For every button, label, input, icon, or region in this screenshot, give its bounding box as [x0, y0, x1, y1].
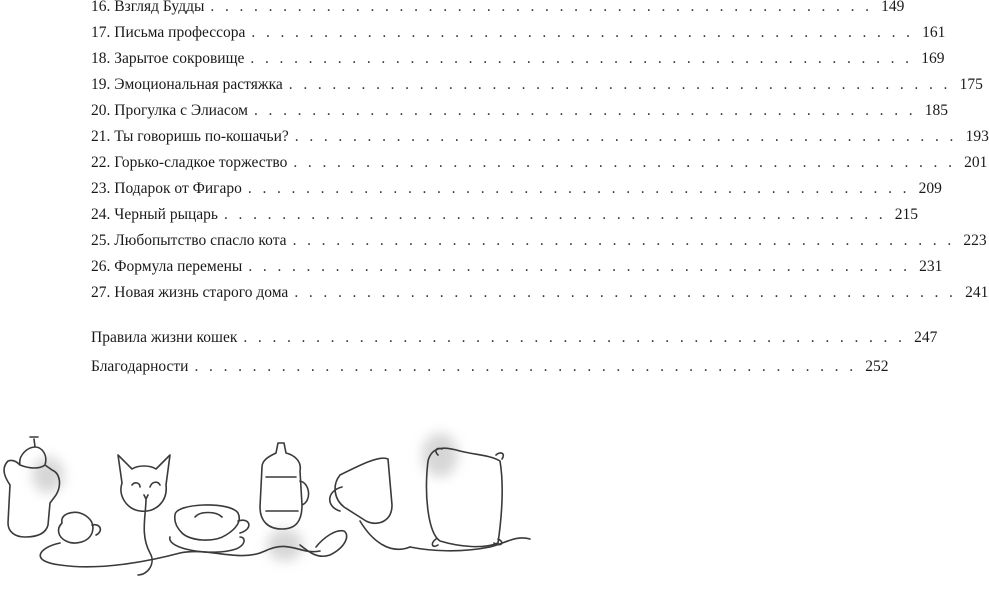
- toc-entry-page: 252: [865, 358, 889, 375]
- teacup-saucer-icon: [170, 505, 249, 552]
- toc-entry-page: 175: [959, 76, 983, 93]
- toc-entry-page: 169: [921, 50, 945, 67]
- toc-entry: [91, 74, 983, 96]
- toc-entry-title: 22. Горько-сладкое торжество: [91, 154, 288, 171]
- toc-leader: . . . . . . . . . . . . . . . . . . . . . . . . . . . . . . . . . . . . . . . . . . . . . .: [292, 232, 955, 249]
- toc-entry-page: 247: [914, 329, 938, 346]
- toc-entry-title: 19. Эмоциональная растяжка: [91, 76, 283, 93]
- toc-entry-page: 185: [924, 102, 949, 119]
- toc-entry: [91, 230, 987, 252]
- flow-line: [410, 538, 530, 551]
- toc-leader: . . . . . . . . . . . . . . . . . . . . . . . . . . . . . . . . . . . . . . . . . . . . . .: [248, 258, 911, 275]
- cup-icon: [59, 512, 101, 543]
- toc-entry-title: 27. Новая жизнь старого дома: [91, 284, 289, 301]
- toc-entry-page: 209: [918, 180, 942, 197]
- toc-leader: . . . . . . . . . . . . . . . . . . . . . . . . . . . . . . . . . . . . . . . . . . . . . .: [288, 76, 951, 93]
- toc-leader: . . . . . . . . . . . . . . . . . . . . . . . . . . . . . . . . . . . . . . . . . . . . . .: [243, 329, 906, 346]
- toc-entry-title: Правила жизни кошек: [91, 329, 238, 346]
- toc-entry: [91, 152, 988, 174]
- toc-leader: . . . . . . . . . . . . . . . . . . . . . . . . . . . . . . . . . . . . . . . . . . . . . .: [224, 206, 887, 223]
- toc-entry-title: 23. Подарок от Фигаро: [91, 180, 242, 197]
- toc-entry-page: 223: [963, 232, 987, 249]
- smudge: [267, 529, 303, 561]
- toc-leader: . . . . . . . . . . . . . . . . . . . . . . . . . . . . . . . . . . . . . . . . . . . . . .: [250, 50, 913, 67]
- toc-entry-title: 17. Письма профессора: [91, 24, 246, 41]
- toc-appendix-entry: [91, 327, 938, 349]
- french-press-icon: [260, 443, 309, 529]
- toc-entry-page: 149: [881, 0, 905, 15]
- toc-leader: . . . . . . . . . . . . . . . . . . . . . . . . . . . . . . . . . . . . . . . . . . . . . .: [247, 180, 910, 197]
- toc-entry-title: 26. Формула перемены: [91, 258, 243, 275]
- toc-entry: [91, 282, 989, 304]
- toc-entry-title: 18. Зарытое сокровище: [91, 50, 245, 67]
- toc-entry: [91, 0, 905, 18]
- toc-entry: [91, 256, 943, 278]
- toc-entry-title: 21. Ты говоришь по-кошачьи?: [91, 128, 289, 145]
- toc-entry: [91, 100, 949, 122]
- toc-leader: . . . . . . . . . . . . . . . . . . . . . . . . . . . . . . . . . . . . . . . . . . . . . .: [294, 128, 957, 145]
- toc-entry-page: 231: [919, 258, 943, 275]
- mug-icon: [330, 458, 410, 549]
- toc-entry-title: 16. Взгляд Будды: [91, 0, 205, 15]
- toc-entry: [91, 126, 989, 148]
- toc-entry-title: Благодарности: [91, 358, 189, 375]
- spoon-icon: [300, 531, 347, 557]
- toc-entry-page: 161: [922, 24, 946, 41]
- toc-entry-page: 201: [964, 154, 988, 171]
- toc-entry-page: 193: [965, 128, 989, 145]
- toc-leader: . . . . . . . . . . . . . . . . . . . . . . . . . . . . . . . . . . . . . . . . . . . . . .: [251, 24, 914, 41]
- toc-leader: . . . . . . . . . . . . . . . . . . . . . . . . . . . . . . . . . . . . . . . . . . . . . .: [194, 358, 857, 375]
- toc-entry: [91, 178, 942, 200]
- toc-leader: . . . . . . . . . . . . . . . . . . . . . . . . . . . . . . . . . . . . . . . . . . . . . .: [254, 102, 917, 119]
- decorative-illustration: [0, 425, 534, 600]
- toc-entry-page: 241: [965, 284, 989, 301]
- toc-entry: [91, 22, 946, 44]
- toc-appendix-entry: [91, 356, 889, 378]
- toc-leader: . . . . . . . . . . . . . . . . . . . . . . . . . . . . . . . . . . . . . . . . . . . . . .: [294, 284, 957, 301]
- smudge-marks: [32, 433, 458, 561]
- toc-entry: [91, 204, 919, 226]
- toc-entry: [91, 48, 945, 70]
- toc-entry-title: 20. Прогулка с Элиасом: [91, 102, 248, 119]
- toc-leader: . . . . . . . . . . . . . . . . . . . . . . . . . . . . . . . . . . . . . . . . . . . . . .: [293, 154, 956, 171]
- toc-entry-title: 25. Любопытство спасло кота: [91, 232, 287, 249]
- toc-entry-title: 24. Черный рыцарь: [91, 206, 218, 223]
- toc-entry-page: 215: [894, 206, 919, 223]
- toc-leader: . . . . . . . . . . . . . . . . . . . . . . . . . . . . . . . . . . . . . . . . . . . . . .: [210, 0, 873, 15]
